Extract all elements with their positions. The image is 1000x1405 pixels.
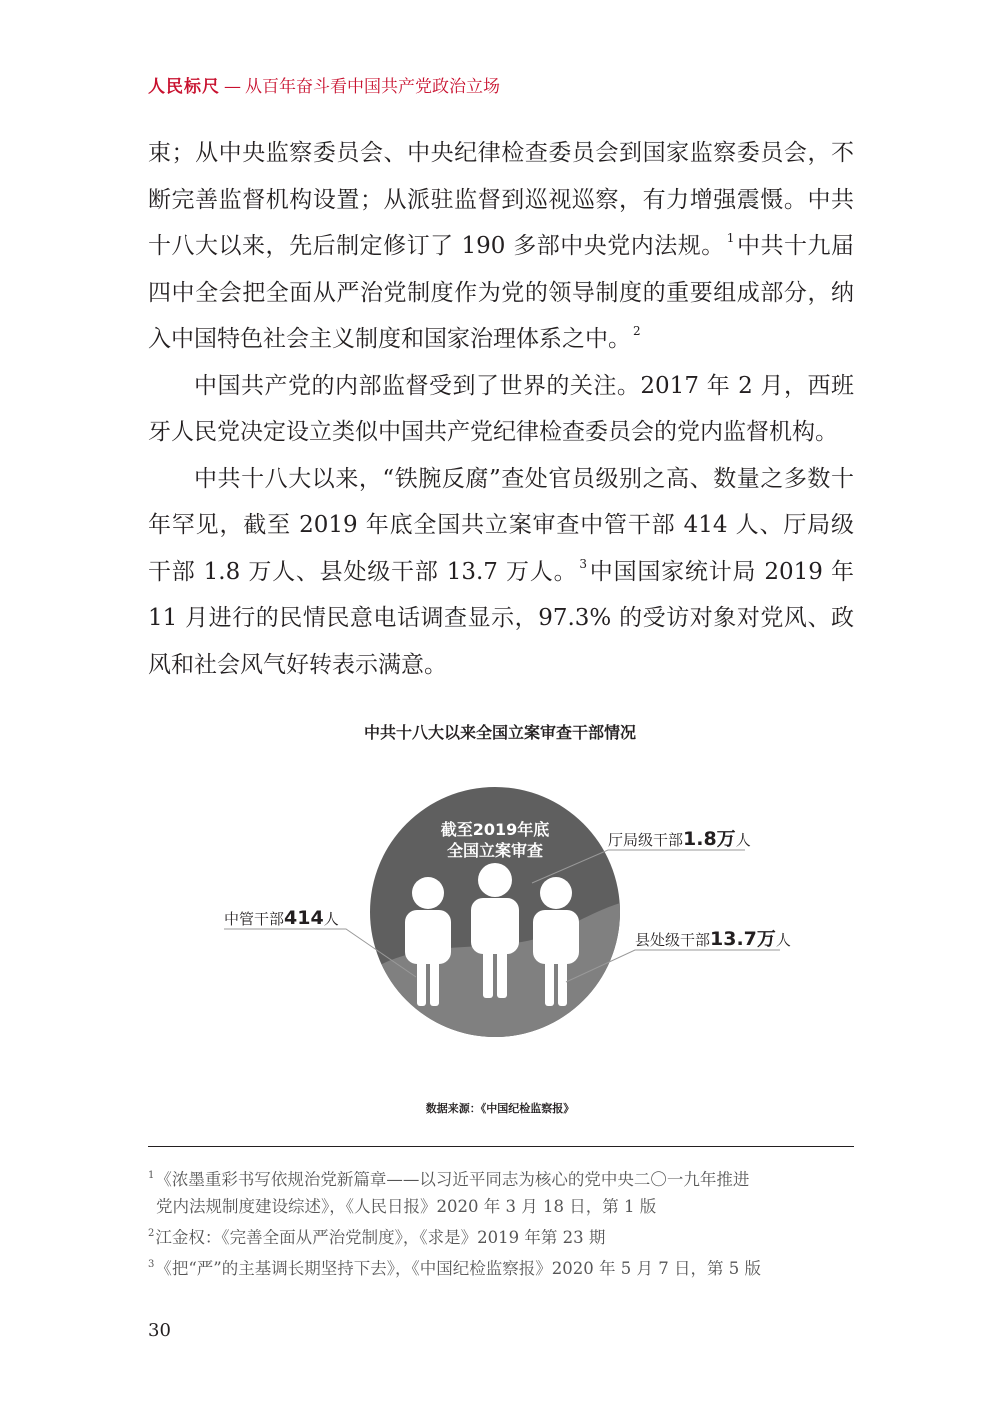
footnote-3-number: 3 xyxy=(148,1259,155,1270)
figure-title: 中共十八大以来全国立案审查干部情况 xyxy=(363,723,636,742)
footnote-1 xyxy=(148,1162,858,1193)
footnote-ref-3: 3 xyxy=(579,556,587,571)
footnote-1-number: 1 xyxy=(148,1170,155,1181)
page-number: 30 xyxy=(148,1320,171,1341)
paragraph-1-part-a: 束；从中央监察委员会、中央纪律检查委员会到国家监察委员会，不断完善监督机构设置；从派驻监督到巡视巡察，有力增强震慑。中共十八大以来，先后制定修订了 190 多部中央党内法规。 xyxy=(148,140,854,259)
footnote-2-line-1: 江金权：《完善全面从严治党制度》，《求是》2019 年第 23 期 xyxy=(155,1228,606,1247)
paragraph-1-part-b: 中共十九届四中全会把全面从严治党制度作为党的领导制度的重要组成部分，纳入中国特色社会主义制度和国家治理体系之中。 xyxy=(148,233,854,352)
paragraph-3 xyxy=(148,456,854,689)
running-header xyxy=(148,72,500,97)
label-central-cadres xyxy=(224,907,339,929)
body-text xyxy=(148,130,854,688)
data-source: 数据来源：《中国纪检监察报》 xyxy=(425,1102,575,1115)
label-bureau-value: 1.8万 xyxy=(683,828,736,850)
footnote-2-number: 2 xyxy=(148,1228,155,1239)
label-county-prefix: 县处级干部 xyxy=(635,931,711,949)
footnote-3 xyxy=(148,1251,858,1282)
label-central-unit: 人 xyxy=(323,910,339,928)
circle-caption-line-2: 全国立案审查 xyxy=(446,841,544,860)
label-county-cadres xyxy=(635,928,791,950)
paragraph-3-part-b: 中国国家统计局 2019 年 11 月进行的民情民意电话调查显示，97.3% 的受访对象对党风、政风和社会风气好转表示满意。 xyxy=(148,558,854,678)
header-dash: — xyxy=(224,77,241,97)
book-subtitle: 从百年奋斗看中国共产党政治立场 xyxy=(245,77,500,97)
label-central-value: 414 xyxy=(284,907,324,929)
footnotes xyxy=(148,1162,858,1282)
footnote-divider xyxy=(148,1146,854,1147)
book-title: 人民标尺 xyxy=(148,77,220,97)
footnote-1-line-2: 党内法规制度建设综述》，《人民日报》2020 年 3 月 18 日，第 1 版 xyxy=(156,1197,657,1216)
label-bureau-prefix: 厅局级干部 xyxy=(608,831,684,849)
label-bureau-unit: 人 xyxy=(735,831,751,849)
footnote-2 xyxy=(148,1220,858,1251)
footnote-ref-2: 2 xyxy=(633,324,641,338)
label-county-unit: 人 xyxy=(775,931,791,949)
label-central-prefix: 中管干部 xyxy=(224,910,285,928)
circle-caption-line-1: 截至2019年底 xyxy=(440,820,550,839)
footnote-3-line-1: 《把“严”的主基调长期坚持下去》，《中国纪检监察报》2020 年 5 月 7 日，第 5 版 xyxy=(155,1259,761,1278)
label-county-value: 13.7万 xyxy=(710,928,776,950)
paragraph-1 xyxy=(148,130,854,363)
cadre-infographic xyxy=(200,770,800,1070)
footnote-ref-1: 1 xyxy=(726,231,735,245)
footnote-1-line-1: 《浓墨重彩书写依规治党新篇章——以习近平同志为核心的党中央二〇一九年推进 xyxy=(155,1170,750,1189)
paragraph-2: 中国共产党的内部监督受到了世界的关注。2017 年 2 月，西班牙人民党决定设立类似中国共产党纪律检查委员会的党内监督机构。 xyxy=(148,372,854,445)
paragraph-3-part-a: 中共十八大以来，“铁腕反腐”查处官员级别之高、数量之多数十年罕见，截至 2019 年底全国共立案审查中管干部 414 人、厅局级干部 1.8 万人、县处级干部 13.7 万人。 xyxy=(148,465,854,585)
label-bureau-cadres xyxy=(608,828,751,850)
